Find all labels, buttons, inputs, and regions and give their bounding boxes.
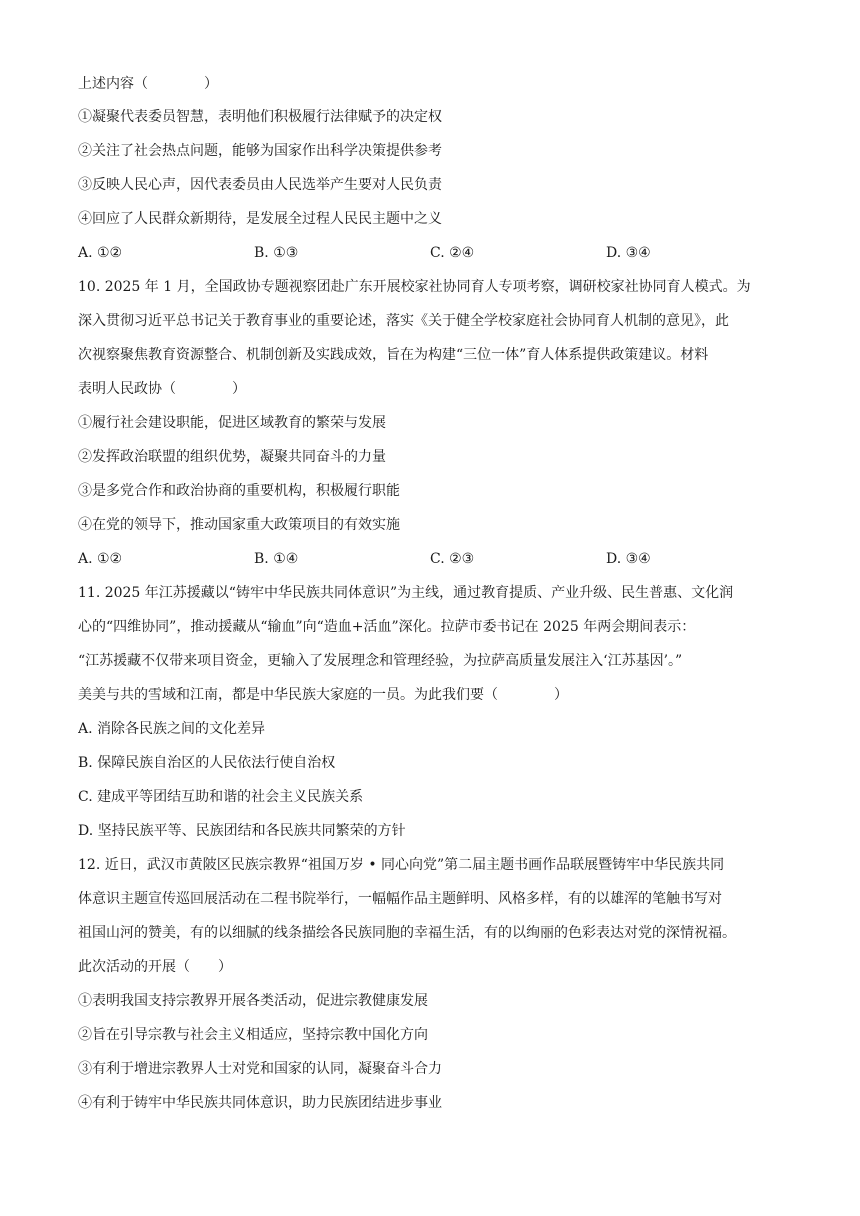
q10-options: [78, 549, 788, 569]
q10-stem-line-1: 10. 2025 年 1 月，全国政协专题视察团赴广东开展校家社协同育人专项考察，调研校家社协同育人模式。为: [78, 279, 751, 295]
q10-option-b[interactable]: B. ①④: [254, 551, 299, 567]
q9-option-a[interactable]: A. ①②: [78, 245, 123, 261]
q12-stem-line-4: 此次活动的开展（ ）: [78, 959, 232, 975]
q9-option-b[interactable]: B. ①③: [254, 245, 299, 261]
q12-statement-3: ③有利于增进宗教界人士对党和国家的认同，凝聚奋斗合力: [78, 1061, 442, 1077]
q12-statement-2: ②旨在引导宗教与社会主义相适应，坚持宗教中国化方向: [78, 1027, 428, 1043]
q9-statement-4: ④回应了人民群众新期待，是发展全过程人民民主题中之义: [78, 211, 442, 227]
q11-stem-line-3: “江苏援藏不仅带来项目资金，更输入了发展理念和管理经验，为拉萨高质量发展注入‘江苏基因’。”: [78, 653, 683, 669]
q9-option-d[interactable]: D. ③④: [606, 245, 651, 261]
q11-choice-b[interactable]: B. 保障民族自治区的人民依法行使自治权: [78, 755, 336, 771]
q10-option-d[interactable]: D. ③④: [606, 551, 651, 567]
q11-choice-a[interactable]: A. 消除各民族之间的文化差异: [78, 721, 266, 737]
q9-options: [78, 243, 788, 263]
q10-stem-line-4: 表明人民政协（ ）: [78, 381, 246, 397]
q12-stem-line-1: 12. 近日，武汉市黄陂区民族宗教界“祖国万岁 • 同心向党”第二届主题书画作品联展暨铸牢中华民族共同: [78, 857, 725, 873]
q9-stem-tail: 上述内容（ ）: [78, 76, 218, 92]
q9-statement-1: ①凝聚代表委员智慧，表明他们积极履行法律赋予的决定权: [78, 109, 442, 125]
q11-stem-line-1: 11. 2025 年江苏援藏以“铸牢中华民族共同体意识”为主线，通过教育提质、产业升级、民生普惠、文化润: [78, 585, 734, 601]
q11-stem-line-2: 心的“四维协同”，推动援藏从“输血”向“造血+活血”深化。拉萨市委书记在 2025 年两会期间表示：: [78, 619, 696, 635]
q11-choice-c[interactable]: C. 建成平等团结互助和谐的社会主义民族关系: [78, 789, 364, 805]
q10-option-c[interactable]: C. ②③: [430, 551, 475, 567]
q12-stem-line-2: 体意识主题宣传巡回展活动在二程书院举行，一幅幅作品主题鲜明、风格多样，有的以雄浑的笔触书写对: [78, 891, 722, 907]
q12-statement-4: ④有利于铸牢中华民族共同体意识，助力民族团结进步事业: [78, 1095, 442, 1111]
q9-statement-2: ②关注了社会热点问题，能够为国家作出科学决策提供参考: [78, 143, 442, 159]
q11-stem-line-4: 美美与共的雪域和江南，都是中华民族大家庭的一员。为此我们要（ ）: [78, 687, 568, 703]
q10-statement-4: ④在党的领导下，推动国家重大政策项目的有效实施: [78, 517, 400, 533]
q10-stem-line-3: 次视察聚焦教育资源整合、机制创新及实践成效，旨在为构建“三位一体”育人体系提供政策建议。材料: [78, 347, 709, 363]
q11-choice-d[interactable]: D. 坚持民族平等、民族团结和各民族共同繁荣的方针: [78, 823, 406, 839]
q10-statement-1: ①履行社会建设职能，促进区域教育的繁荣与发展: [78, 415, 386, 431]
q10-statement-3: ③是多党合作和政治协商的重要机构，积极履行职能: [78, 483, 400, 499]
q9-option-c[interactable]: C. ②④: [430, 245, 475, 261]
q12-statement-1: ①表明我国支持宗教界开展各类活动，促进宗教健康发展: [78, 993, 428, 1009]
q10-option-a[interactable]: A. ①②: [78, 551, 123, 567]
q10-stem-line-2: 深入贯彻习近平总书记关于教育事业的重要论述，落实《关于健全学校家庭社会协同育人机制的意见》，此: [78, 313, 729, 329]
q9-statement-3: ③反映人民心声，因代表委员由人民选举产生要对人民负责: [78, 177, 442, 193]
q10-statement-2: ②发挥政治联盟的组织优势，凝聚共同奋斗的力量: [78, 449, 386, 465]
q12-stem-line-3: 祖国山河的赞美，有的以细腻的线条描绘各民族同胞的幸福生活，有的以绚丽的色彩表达对党的深情祝福。: [78, 925, 736, 941]
